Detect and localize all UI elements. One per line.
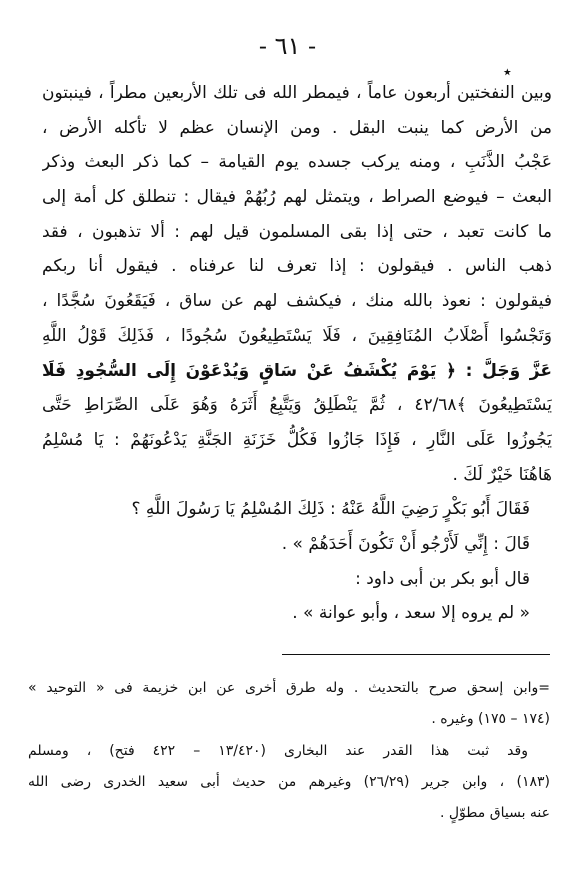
body-line: قال أبو بكر بن أبى داود :	[355, 568, 530, 589]
body-line: فيقولون : نعوذ بالله منك ، فيكشف لهم عن ساق ، فَيَقَعُونَ سُجَّدًا ،	[42, 291, 552, 312]
body-line: ما كانت تعبد ، حتى إذا بقى المسلمون قيل لهم : ألا تذهبون ، فقد	[42, 221, 552, 242]
quran-verse-line: عَزَّ وَجَلَّ : ﴿ يَوْمَ يُكْشَفُ عَنْ سَاقٍ وَيُدْعَوْنَ إِلَى السُّجُودِ فَلَا	[42, 360, 552, 381]
body-line: هَاهُنَا خَيْرٌ لَكَ .	[452, 464, 552, 485]
footnote-divider	[282, 654, 550, 655]
body-line: عَجْبُ الذَّنَبِ ، ومنه يركب جسده يوم القيامة – كما ذكر البعث وذكر	[42, 152, 552, 173]
footnote-line: =وابن إسحق صرح بالتحديث . وله طرق أخرى عن ابن خزيمة فى « التوحيد »	[28, 680, 550, 696]
body-line: « لم يروه إلا سعد ، وأبو عوانة » .	[292, 603, 530, 624]
footnote-line: (١٨٣) ، وابن جرير (٢٦/٢٩) وغيرهم من حديث أبى سعيد الخدرى رضى الله	[28, 773, 550, 790]
body-line: ذهب الناس . فيقولون : إذا تعرف لنا عرفناه . فيقول أنا ربكم	[42, 256, 552, 277]
body-line: وَتَجْسُوا أَصْلَابُ المُنَافِقِينَ ، فَلَا يَسْتَطِيعُونَ سُجُودًا ، فَذَلِكَ قَوْلُ اللَّهِ	[42, 325, 552, 346]
body-line: فَقَالَ أَبُو بَكْرٍ رَضِيَ اللَّهُ عَنْهُ : ذَلِكَ المُسْلِمُ يَا رَسُولَ اللَّهِ ؟	[131, 499, 530, 520]
body-line: وبين النفختين أربعون عاماً ، فيمطر الله فى تلك الأربعين مطراً ، فينبتون	[42, 83, 552, 103]
main-body-text	[42, 76, 552, 631]
body-line: قَالَ : إِنِّي لَأَرْجُو أَنْ تَكُونَ أَحَدَهُمْ » .	[281, 533, 530, 554]
footnote-line: (١٧٤ – ١٧٥) وغيره .	[431, 711, 550, 728]
footnotes	[28, 673, 550, 829]
body-line: البعث – فيوضع الصراط ، ويتمثل لهم رُبُهُمْ فيقال : تنطلق كل أمة إلى	[42, 187, 552, 208]
footnote-line: عنه بسياق مطوّلٍ .	[439, 805, 550, 822]
body-line: من الأرض كما ينبت البقل . ومن الإنسان عظم لا تأكله الأرض ،	[42, 117, 552, 138]
quran-verse-line: يَسْتَطِيعُونَ ﴾٤٢/٦٨ ، ثُمَّ يَنْطَلِقُ وَيَتَّبِعُ أَثَرَهُ وَهُوَ عَلَى الصِّرَاطِ حَتَّى	[42, 395, 552, 416]
margin-star-mark: ٭	[503, 62, 512, 81]
page-number: - ٦١ -	[258, 32, 317, 60]
body-line: يَجُوزُوا عَلَى النَّارِ ، فَإِذَا جَازُوا فَكُلُّ خَزَنَةِ الجَنَّةِ يَدْعُونَهُمْ : يَا مُسْلِمُ	[42, 429, 552, 450]
footnote-line: وقد ثبت هذا القدر عند البخارى (١٣/٤٢٠ – ٤٢٢ فتح) ، ومسلم	[28, 742, 528, 759]
